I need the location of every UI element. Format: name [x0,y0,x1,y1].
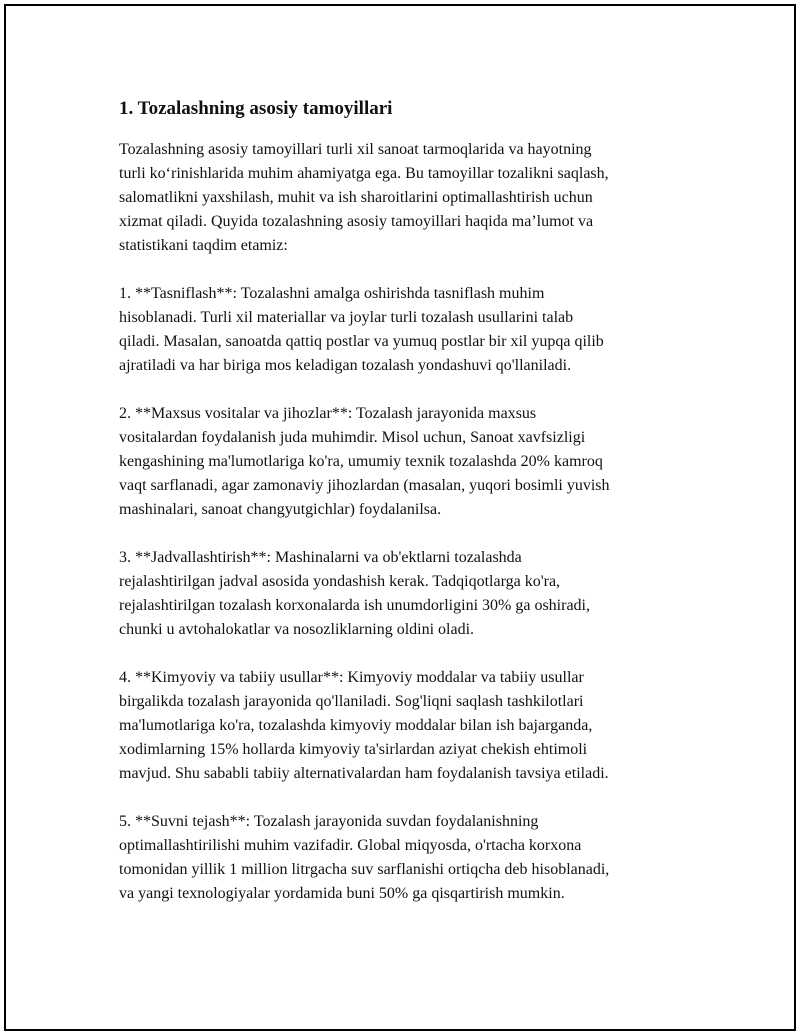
paragraph [119,138,699,258]
paragraph-line: optimallashtirilishi muhim vazifadir. Global miqyosda, o'rtacha korxona [119,837,582,854]
paragraph-line: 4. **Kimyoviy va tabiiy usullar**: Kimyoviy moddalar va tabiiy usullar [119,669,584,686]
paragraph-line: mashinalari, sanoat changyutgichlar) foydalanilsa. [119,501,442,518]
paragraph-line: qiladi. Masalan, sanoatda qattiq postlar va yumuq postlar bir xil yupqa qilib [119,333,604,350]
paragraph-line: vaqt sarflanadi, agar zamonaviy jihozlardan (masalan, yuqori bosimli yuvish [119,477,610,494]
paragraph [119,546,699,642]
paragraph-line: tomonidan yillik 1 million litrgacha suv sarflanishi ortiqcha deb hisoblanadi, [119,861,610,878]
section-heading: 1. Tozalashning asosiy tamoyillari [119,98,393,119]
paragraph-line: birgalikda tozalash jarayonida qo'llaniladi. Sog'liqni saqlash tashkilotlari [119,693,584,710]
paragraph [119,402,699,522]
paragraph-line: xodimlarning 15% hollarda kimyoviy ta'sirlardan aziyat chekish ehtimoli [119,741,588,758]
paragraph-line: kengashining ma'lumotlariga ko'ra, umumiy texnik tozalashda 20% kamroq [119,453,603,470]
paragraph-line: va yangi texnologiyalar yordamida buni 50% ga qisqartirish mumkin. [119,885,565,902]
paragraph-line: hisoblanadi. Turli xil materiallar va joylar turli tozalash usullarini talab [119,309,574,326]
paragraph-line: 5. **Suvni tejash**: Tozalash jarayonida suvdan foydalanishning [119,813,539,830]
paragraph [119,666,699,786]
paragraph-line: mavjud. Shu sababli tabiiy alternativalardan ham foydalanish tavsiya etiladi. [119,765,609,782]
paragraph-line: xizmat qiladi. Quyida tozalashning asosiy tamoyillari haqida ma’lumot va [119,213,594,230]
page-frame [4,4,796,1031]
paragraph-line: chunki u avtohalokatlar va nosozliklarning oldini oladi. [119,621,475,638]
paragraph-line: statistikani taqdim etamiz: [119,237,288,254]
document-content [119,96,699,930]
paragraph-line: vositalardan foydalanish juda muhimdir. Misol uchun, Sanoat xavfsizligi [119,429,586,446]
paragraph-line: salomatlikni yaxshilash, muhit va ish sharoitlarini optimallashtirish uchun [119,189,593,206]
paragraph-line: 1. **Tasniflash**: Tozalashni amalga oshirishda tasniflash muhim [119,285,545,302]
paragraph-line: turli ko‘rinishlarida muhim ahamiyatga ega. Bu tamoyillar tozalikni saqlash, [119,165,609,182]
paragraph [119,282,699,378]
paragraph-list [119,138,699,906]
paragraph-line: ma'lumotlariga ko'ra, tozalashda kimyoviy moddalar bilan ish bajarganda, [119,717,593,734]
paragraph-line: Tozalashning asosiy tamoyillari turli xil sanoat tarmoqlarida va hayotning [119,141,592,158]
paragraph [119,810,699,906]
paragraph-line: ajratiladi va har biriga mos keladigan tozalash yondashuvi qo'llaniladi. [119,357,572,374]
paragraph-line: rejalashtirilgan tozalash korxonalarda ish unumdorligini 30% ga oshiradi, [119,597,590,614]
paragraph-line: 2. **Maxsus vositalar va jihozlar**: Tozalash jarayonida maxsus [119,405,537,422]
paragraph-line: 3. **Jadvallashtirish**: Mashinalarni va ob'ektlarni tozalashda [119,549,522,566]
paragraph-line: rejalashtirilgan jadval asosida yondashish kerak. Tadqiqotlarga ko'ra, [119,573,561,590]
